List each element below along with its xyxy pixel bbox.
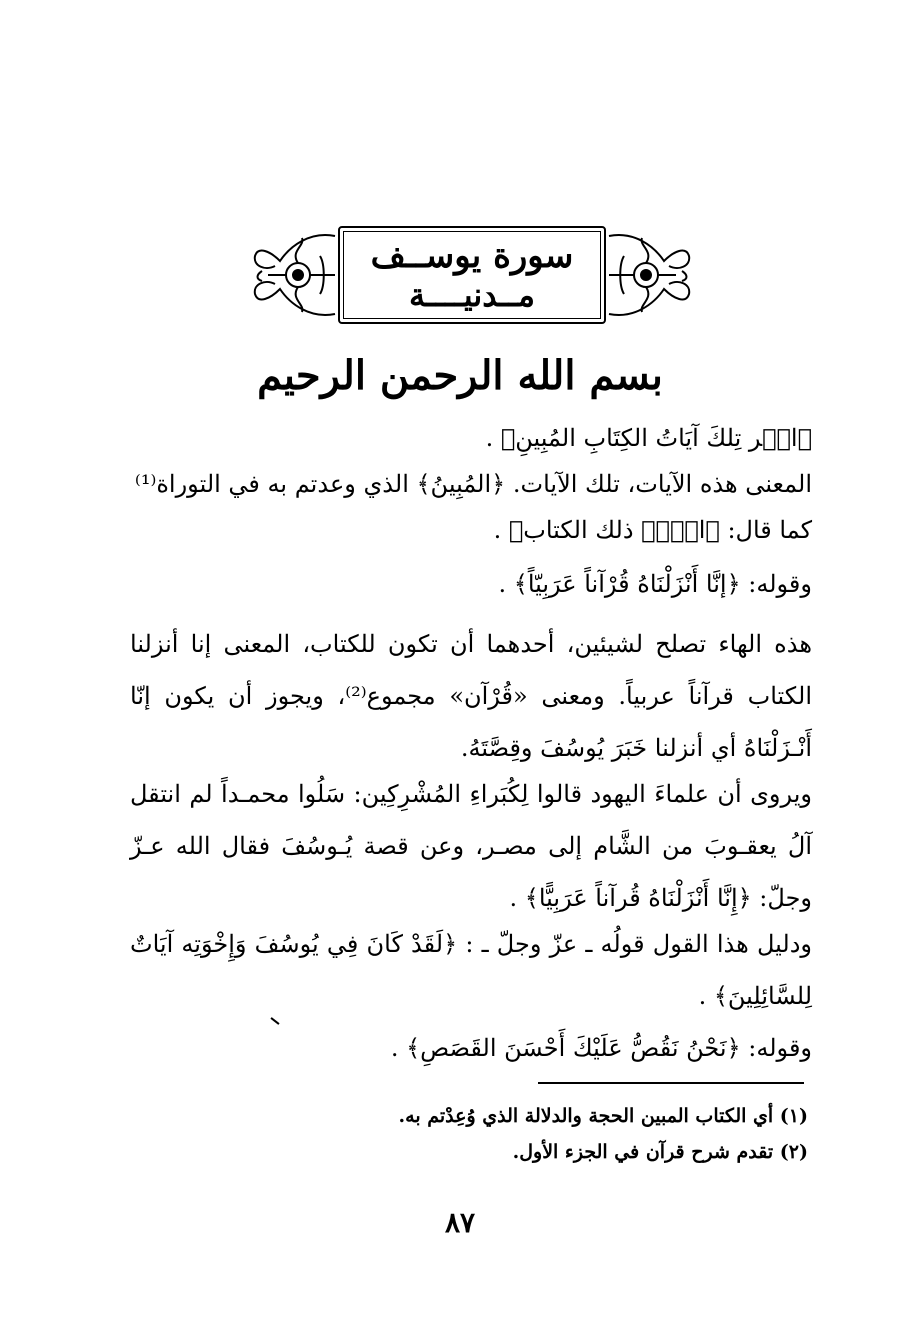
surah-type: مــدنيــــة [409,276,535,314]
commentary-paragraph-6: ويروى أن علماءَ اليهود قالوا لِكُبَراءِ المُشْرِكِين: سَلُوا محمـداً لم انتقل آلُ يعقـوبَ من الشَّام إلى مصـر، وعن قصة يُـوسُفَ فقال الله عـزّ وجلّ: ﴿إِنَّا أَنْزَلْنَاهُ قُرآناً عَرَبِيًّا﴾ . [130,780,812,912]
commentary-paragraph-3: كما قال: ﴿الۤمۤ ذلك الكتاب﴾ . [493,516,812,544]
basmala-heading: بسم الله الرحمن الرحيم [257,352,663,399]
commentary-paragraph-2: المعنى هذه الآيات، تلك الآيات. ﴿المُبِينُ﴾ الذي وعدتم به في التوراة⁽¹⁾ [134,470,812,498]
page-number: ٨٧ [444,1206,476,1239]
verse-paragraph-1: ﴿الۤر تِلكَ آيَاتُ الكِتَابِ المُبِينِ﴾ . [485,424,812,452]
floral-ornament-right [604,226,694,324]
commentary-paragraph-5: هذه الهاء تصلح لشيئين، أحدهما أن تكون للكتاب، المعنى إنا أنزلنا الكتاب قرآناً عربياً. ومعنى «قُرْآن» مجموع⁽²⁾، ويجوز أن يكون إنّا أَنْـزَلْنَاهُ أي أنزلنا خَبَرَ يُوسُفَ وقِصَّتَهُ. [130,630,812,762]
floral-ornament-left [250,226,340,324]
footnote-1: (١) أي الكتاب المبين الحجة والدلالة الذي وُعِدْتم به. [398,1105,808,1127]
verse-paragraph-4: وقوله: ﴿إنَّا أَنْزَلْنَاهُ قُرْآناً عَرَبِيّاً﴾ . [498,570,812,598]
surah-title: سورة يوســف [370,236,574,276]
commentary-paragraph-7: ودليل هذا القول قولُه ـ عزّ وجلّ ـ : ﴿لَقَدْ كَانَ فِي يُوسُفَ وَإِخْوَتِه آيَاتٌ لِلسَّائِلِينَ﴾ . [130,930,812,1010]
surah-title-cartouche [338,226,606,324]
footnote-separator [538,1082,804,1084]
verse-paragraph-8: وقوله: ﴿نَحْنُ نَقُصُّ عَلَيْكَ أَحْسَنَ القَصَصِ﴾ . [390,1034,812,1062]
footnote-2: (٢) تقدم شرح قرآن في الجزء الأول. [512,1141,808,1163]
